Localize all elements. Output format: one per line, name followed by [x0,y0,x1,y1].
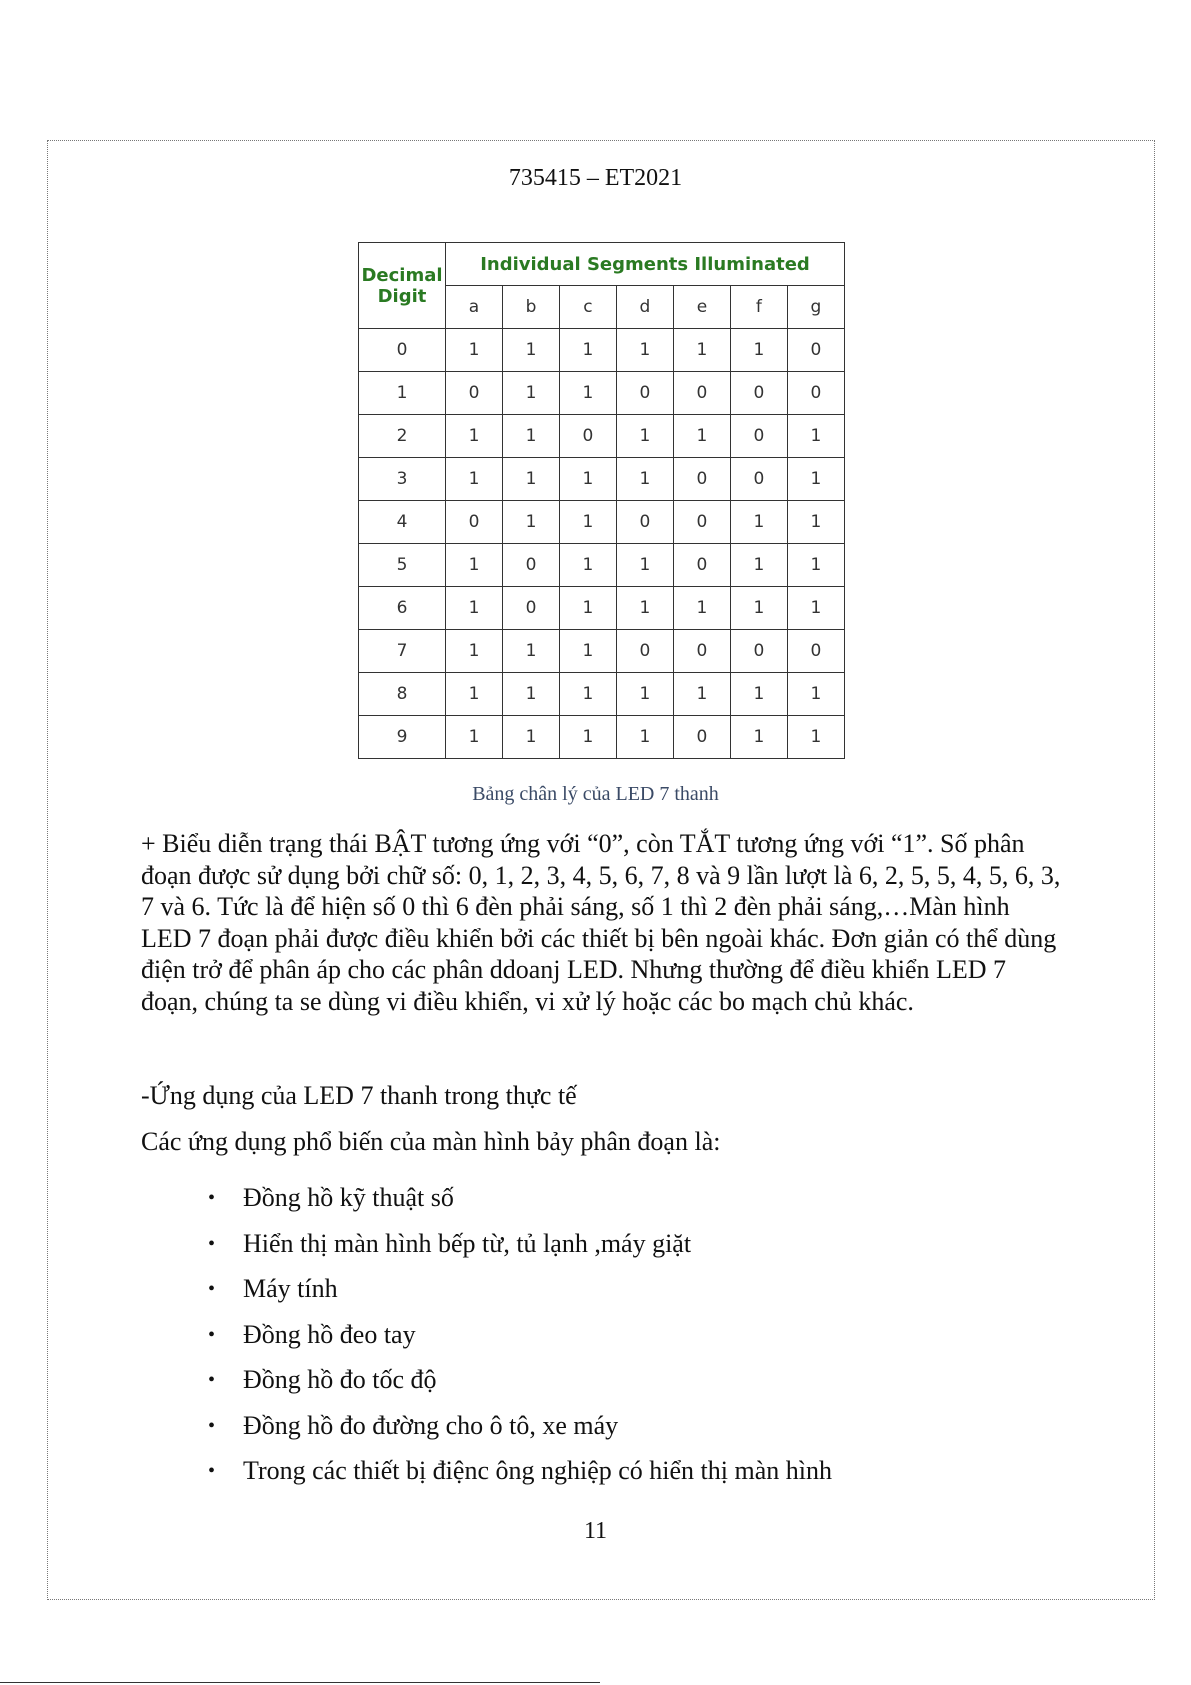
digit-cell: 1 [359,372,446,415]
bottom-rule [0,1682,600,1683]
segment-label: a [446,286,503,329]
segment-cell: 1 [616,458,673,501]
segment-cell: 1 [446,716,503,759]
segment-cell: 1 [787,544,844,587]
segment-cell: 1 [673,415,730,458]
page-number: 11 [583,1518,608,1544]
segment-cell: 1 [446,630,503,673]
segment-cell: 1 [730,501,787,544]
table-row [359,415,845,458]
segment-cell: 0 [673,716,730,759]
truth-table [358,242,845,759]
list-item: • Đồng hồ đeo tay [243,1320,832,1366]
segment-cell: 0 [730,372,787,415]
section-heading: -Ứng dụng của LED 7 thanh trong thực tế [141,1081,577,1110]
segment-cell: 1 [730,544,787,587]
segment-cell: 0 [730,415,787,458]
segment-cell: 1 [616,329,673,372]
segment-cell: 1 [787,716,844,759]
segment-label: d [616,286,673,329]
segment-cell: 1 [673,587,730,630]
segments-header: Individual Segments Illuminated [446,243,845,286]
table-row [359,501,845,544]
segment-cell: 1 [559,544,616,587]
segment-cell: 0 [787,630,844,673]
segment-cell: 1 [616,716,673,759]
table-row [359,716,845,759]
digit-cell: 6 [359,587,446,630]
segment-cell: 0 [502,544,559,587]
segment-cell: 0 [446,501,503,544]
segment-cell: 1 [730,329,787,372]
segment-cell: 0 [787,372,844,415]
digit-cell: 0 [359,329,446,372]
digit-header: Decimal Digit [359,243,446,329]
intro-text: Các ứng dụng phổ biến của màn hình bảy phân đoạn là: [141,1127,721,1156]
list-item: • Trong các thiết bị điệnc ông nghiệp có hiển thị màn hình [243,1456,832,1502]
segment-cell: 1 [502,673,559,716]
segment-cell: 1 [616,673,673,716]
table-row [359,458,845,501]
segment-cell: 1 [446,673,503,716]
segment-cell: 1 [502,415,559,458]
segment-cell: 1 [502,372,559,415]
segment-cell: 0 [787,329,844,372]
applications-list [141,1183,832,1502]
table-row [359,372,845,415]
segment-cell: 1 [730,673,787,716]
segment-cell: 1 [502,458,559,501]
segment-cell: 0 [673,544,730,587]
digit-cell: 5 [359,544,446,587]
segment-cell: 0 [446,372,503,415]
segment-cell: 1 [502,329,559,372]
segment-cell: 1 [730,716,787,759]
segment-cell: 1 [787,587,844,630]
digit-cell: 7 [359,630,446,673]
segment-cell: 0 [673,630,730,673]
segment-cell: 0 [559,415,616,458]
table-row [359,630,845,673]
list-item: • Đồng hồ đo đường cho ô tô, xe máy [243,1411,832,1457]
segment-cell: 1 [787,501,844,544]
segment-cell: 1 [730,587,787,630]
segment-cell: 1 [673,329,730,372]
segment-cell: 1 [559,673,616,716]
segment-cell: 1 [616,544,673,587]
list-item: • Hiển thị màn hình bếp từ, tủ lạnh ,máy giặt [243,1229,832,1275]
segment-cell: 1 [787,415,844,458]
segment-cell: 1 [787,458,844,501]
list-item: • Máy tính [243,1274,832,1320]
segment-cell: 0 [616,501,673,544]
digit-cell: 9 [359,716,446,759]
segment-cell: 0 [673,372,730,415]
segment-cell: 1 [673,673,730,716]
body-paragraph: + Biểu diễn trạng thái BẬT tương ứng với “0”, còn TẮT tương ứng với “1”. Số phân đoạn được sử dụng bởi chữ số: 0, 1, 2, 3, 4, 5, 6, 7, 8 và 9 lần lượt là 6, 2, 5, 5, 4, 5, 6, 3, 7 và 6. Tức là để hiện số 0 thì 6 đèn phải sáng, số 1 thì 2 đèn phải sáng,…Màn hình LED 7 đoạn phải được điều khiển bởi các thiết bị bên ngoài khác. Đơn giản có thể dùng điện trở để phân áp cho các phân ddoanj LED. Nhưng thường để điều khiển LED 7 đoạn, chúng ta se dùng vi điều khiển, vi xử lý hoặc các bo mạch chủ khác. [141,829,1061,1016]
segment-cell: 0 [730,630,787,673]
segment-cell: 0 [673,501,730,544]
segment-cell: 1 [559,587,616,630]
segment-cell: 1 [559,458,616,501]
segment-cell: 1 [446,415,503,458]
segment-label: b [502,286,559,329]
segment-cell: 1 [616,587,673,630]
segment-cell: 1 [559,329,616,372]
segment-label: g [787,286,844,329]
segment-cell: 1 [559,501,616,544]
segment-cell: 1 [502,630,559,673]
list-item: • Đồng hồ kỹ thuật số [243,1183,832,1229]
segment-cell: 1 [559,630,616,673]
table-row [359,544,845,587]
digit-cell: 8 [359,673,446,716]
segment-cell: 1 [559,372,616,415]
segment-cell: 1 [446,329,503,372]
segment-label: f [730,286,787,329]
segment-cell: 0 [673,458,730,501]
table-row [359,587,845,630]
segment-cell: 1 [502,501,559,544]
table-row [359,673,845,716]
segment-cell: 1 [559,716,616,759]
table-caption: Bảng chân lý của LED 7 thanh [472,783,719,805]
page-header: 735415 – ET2021 [508,165,683,191]
segment-cell: 0 [730,458,787,501]
digit-cell: 2 [359,415,446,458]
segment-cell: 1 [787,673,844,716]
segment-cell: 0 [616,372,673,415]
segment-cell: 1 [446,587,503,630]
digit-cell: 4 [359,501,446,544]
segment-cell: 1 [502,716,559,759]
table-row [359,329,845,372]
segment-cell: 1 [446,458,503,501]
segment-cell: 1 [616,415,673,458]
segment-cell: 0 [502,587,559,630]
list-item: • Đồng hồ đo tốc độ [243,1365,832,1411]
segment-label: c [559,286,616,329]
segment-label: e [673,286,730,329]
segment-cell: 1 [446,544,503,587]
segment-cell: 0 [616,630,673,673]
digit-cell: 3 [359,458,446,501]
